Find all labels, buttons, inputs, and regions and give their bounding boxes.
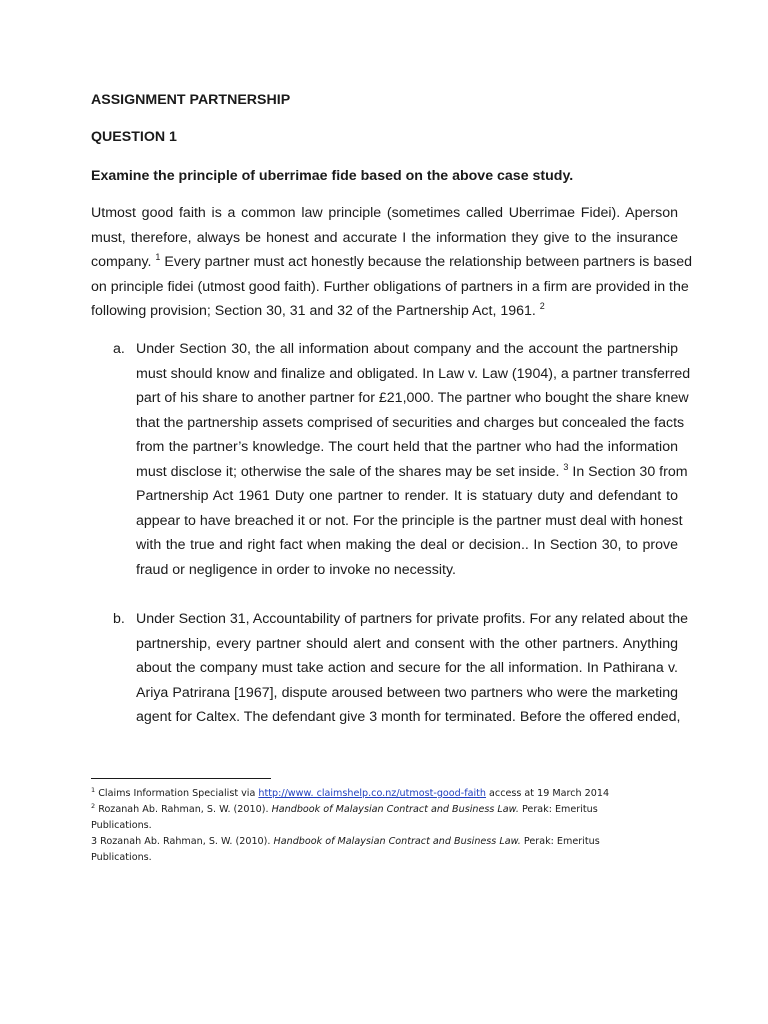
text-line: with the true and right fact when making the deal or decision.. In Section 30, to prove <box>136 537 678 553</box>
text-line: Partnership Act 1961 Duty one partner to render. It is statuary duty and defendant to <box>136 488 678 504</box>
question-label: QUESTION 1 <box>91 129 177 145</box>
list-item-body <box>136 607 689 730</box>
text-line: Under Section 31, Accountability of partners for private profits. For any related about the <box>136 611 689 627</box>
text-line: following provision; Section 30, 31 and 32 of the Partnership Act, 1961. $^2$ <box>91 301 545 319</box>
footnote-ref-2: 2 <box>539 301 545 311</box>
footnote-3: 3 Rozanah Ab. Rahman, S. W. (2010). Handbook of Malaysian Contract and Business Law. Perak: Emeritus Publications. <box>91 836 600 863</box>
text-line: Under Section 30, the all information about company and the account the partnership <box>136 341 678 357</box>
intro-paragraph <box>91 201 692 324</box>
text-line: from the partner’s knowledge. The court held that the partner who had the information <box>136 439 678 455</box>
list-marker: a. <box>113 341 125 357</box>
text-line: must, therefore, always be honest and accurate I the information they give to the insurance <box>91 229 678 246</box>
list-marker: b. <box>113 611 125 627</box>
text-line: Ariya Patrirana [1967], dispute aroused between two partners who were the marketing <box>136 684 678 701</box>
text-line: Utmost good faith is a common law principle (sometimes called Uberrimae Fidei). Aperson <box>91 205 678 221</box>
text-line: about the company must take action and secure for the all information. In Pathirana v. <box>136 660 678 676</box>
text-line: fraud or negligence in order to invoke no necessity. <box>136 561 456 578</box>
document-heading: ASSIGNMENT PARTNERSHIP <box>91 92 291 108</box>
text-line: part of his share to another partner for £21,000. The partner who bought the share knew <box>136 390 689 406</box>
text-line: must should know and finalize and obligated. In Law v. Law (1904), a partner transferred <box>136 365 691 382</box>
text-line: that the partnership assets comprised of securities and charges but concealed the facts <box>136 414 685 431</box>
footnote-1: $^1$ Claims Information Specialist via http://www. claimshelp.co.nz/utmost-good-faith access at 19 March 2014 <box>91 786 610 799</box>
footnote-ref-3: 3 <box>563 461 569 472</box>
footnote-ref-1: 1 <box>155 252 161 262</box>
text-line: must disclose it; otherwise the sale of the shares may be set inside. $^3$ In Section 30 from <box>136 461 688 480</box>
text-line: company. $^1$ Every partner must act honestly because the relationship between partners is based <box>91 252 692 270</box>
text-line: partnership, every partner should alert and consent with the other partners. Anything <box>136 635 678 652</box>
text-line: appear to have breached it or not. For the principle is the partner must deal with honest <box>136 512 683 529</box>
text-line: on principle fidei (utmost good faith). Further obligations of partners in a firm are provided in the <box>91 278 689 295</box>
footnote-separator <box>91 778 271 779</box>
footnote-link[interactable]: http://www. claimshelp.co.nz/utmost-good-faith <box>258 788 486 799</box>
text-line: agent for Caltex. The defendant give 3 month for terminated. Before the offered ended, <box>136 709 681 725</box>
footnote-2: $^2$ Rozanah Ab. Rahman, S. W. (2010). Handbook of Malaysian Contract and Business Law. Perak: Emeritus Publications. <box>91 802 598 831</box>
list-item-body <box>136 337 691 582</box>
question-prompt: Examine the principle of uberrimae fide based on the above case study. <box>91 168 574 184</box>
